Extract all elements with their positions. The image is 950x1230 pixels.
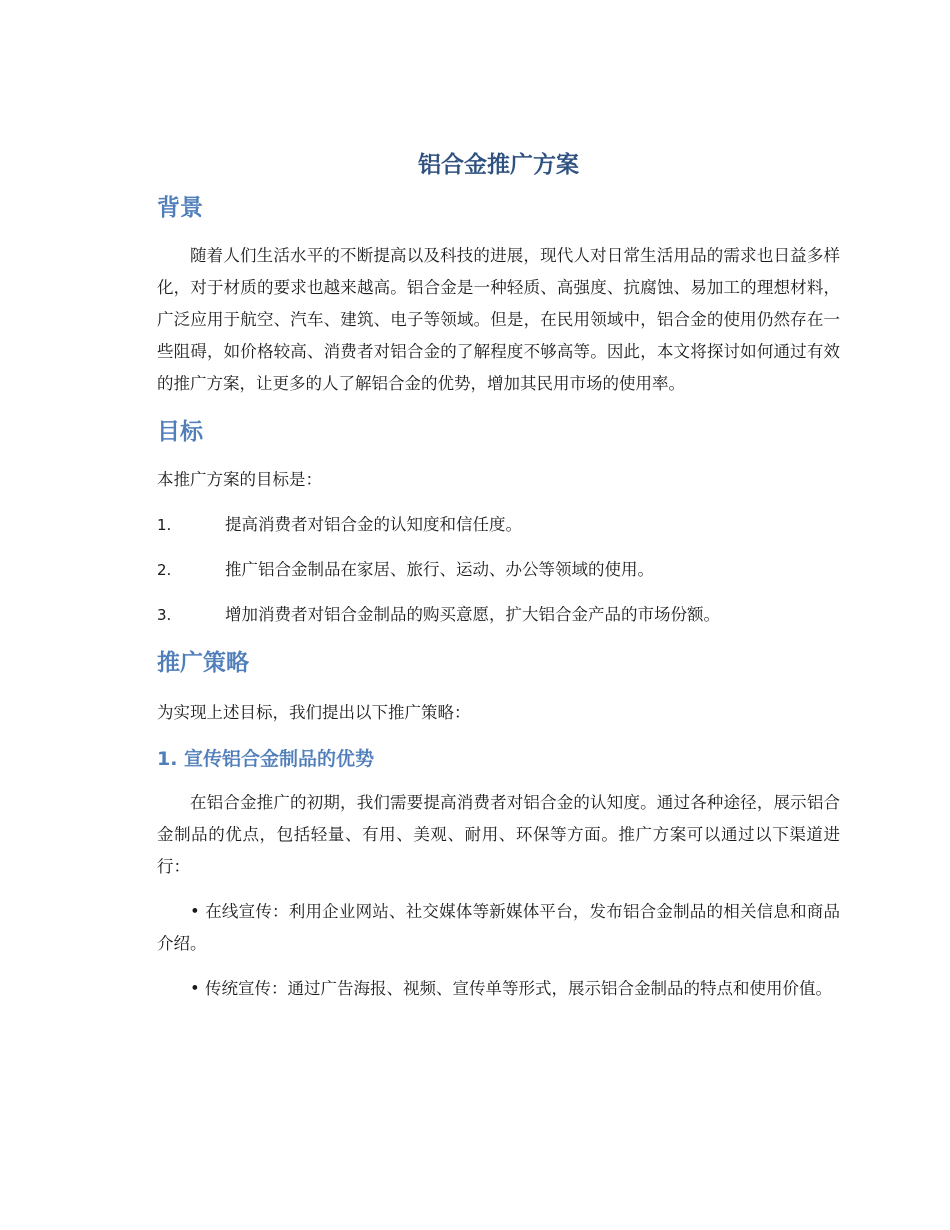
list-item-number: 3. [157, 606, 172, 624]
list-item [157, 509, 840, 541]
subsection-heading-advantages: 1. 宣传铝合金制品的优势 [157, 748, 375, 770]
document-content [157, 140, 840, 1005]
goals-list [157, 509, 840, 631]
bullet-online-promotion: • 在线宣传：利用企业网站、社交媒体等新媒体平台，发布铝合金制品的相关信息和商品介绍。 [157, 902, 840, 953]
goals-intro: 本推广方案的目标是： [157, 470, 322, 489]
list-item-number: 2. [157, 561, 172, 579]
section-heading-background: 背景 [157, 195, 203, 221]
list-item [157, 554, 840, 586]
section-heading-strategy: 推广策略 [157, 650, 249, 676]
list-item [157, 599, 840, 631]
bullet-traditional-promotion: • 传统宣传：通过广告海报、视频、宣传单等形式，展示铝合金制品的特点和使用价值。 [190, 979, 832, 998]
list-item-number: 1. [157, 516, 172, 534]
list-item-text: 增加消费者对铝合金制品的购买意愿，扩大铝合金产品的市场份额。 [225, 605, 720, 624]
strategy-intro: 为实现上述目标，我们提出以下推广策略： [157, 703, 471, 722]
document-title: 铝合金推广方案 [418, 152, 579, 178]
background-paragraph: 随着人们生活水平的不断提高以及科技的进展，现代人对日常生活用品的需求也日益多样化，对于材质的要求也越来越高。铝合金是一种轻质、高强度、抗腐蚀、易加工的理想材料，广泛应用于航空、汽车、建筑、电子等领域。但是，在民用领域中，铝合金的使用仍然存在一些阻碍，如价格较高、消费者对铝合金的了解程度不够高等。因此，本文将探讨如何通过有效的推广方案，让更多的人了解铝合金的优势，增加其民用市场的使用率。 [157, 246, 840, 393]
section-heading-goals: 目标 [157, 419, 203, 445]
advantages-paragraph: 在铝合金推广的初期，我们需要提高消费者对铝合金的认知度。通过各种途径，展示铝合金制品的优点，包括轻量、有用、美观、耐用、环保等方面。推广方案可以通过以下渠道进行： [157, 793, 840, 876]
list-item-text: 提高消费者对铝合金的认知度和信任度。 [225, 515, 522, 534]
list-item-text: 推广铝合金制品在家居、旅行、运动、办公等领域的使用。 [225, 560, 654, 579]
